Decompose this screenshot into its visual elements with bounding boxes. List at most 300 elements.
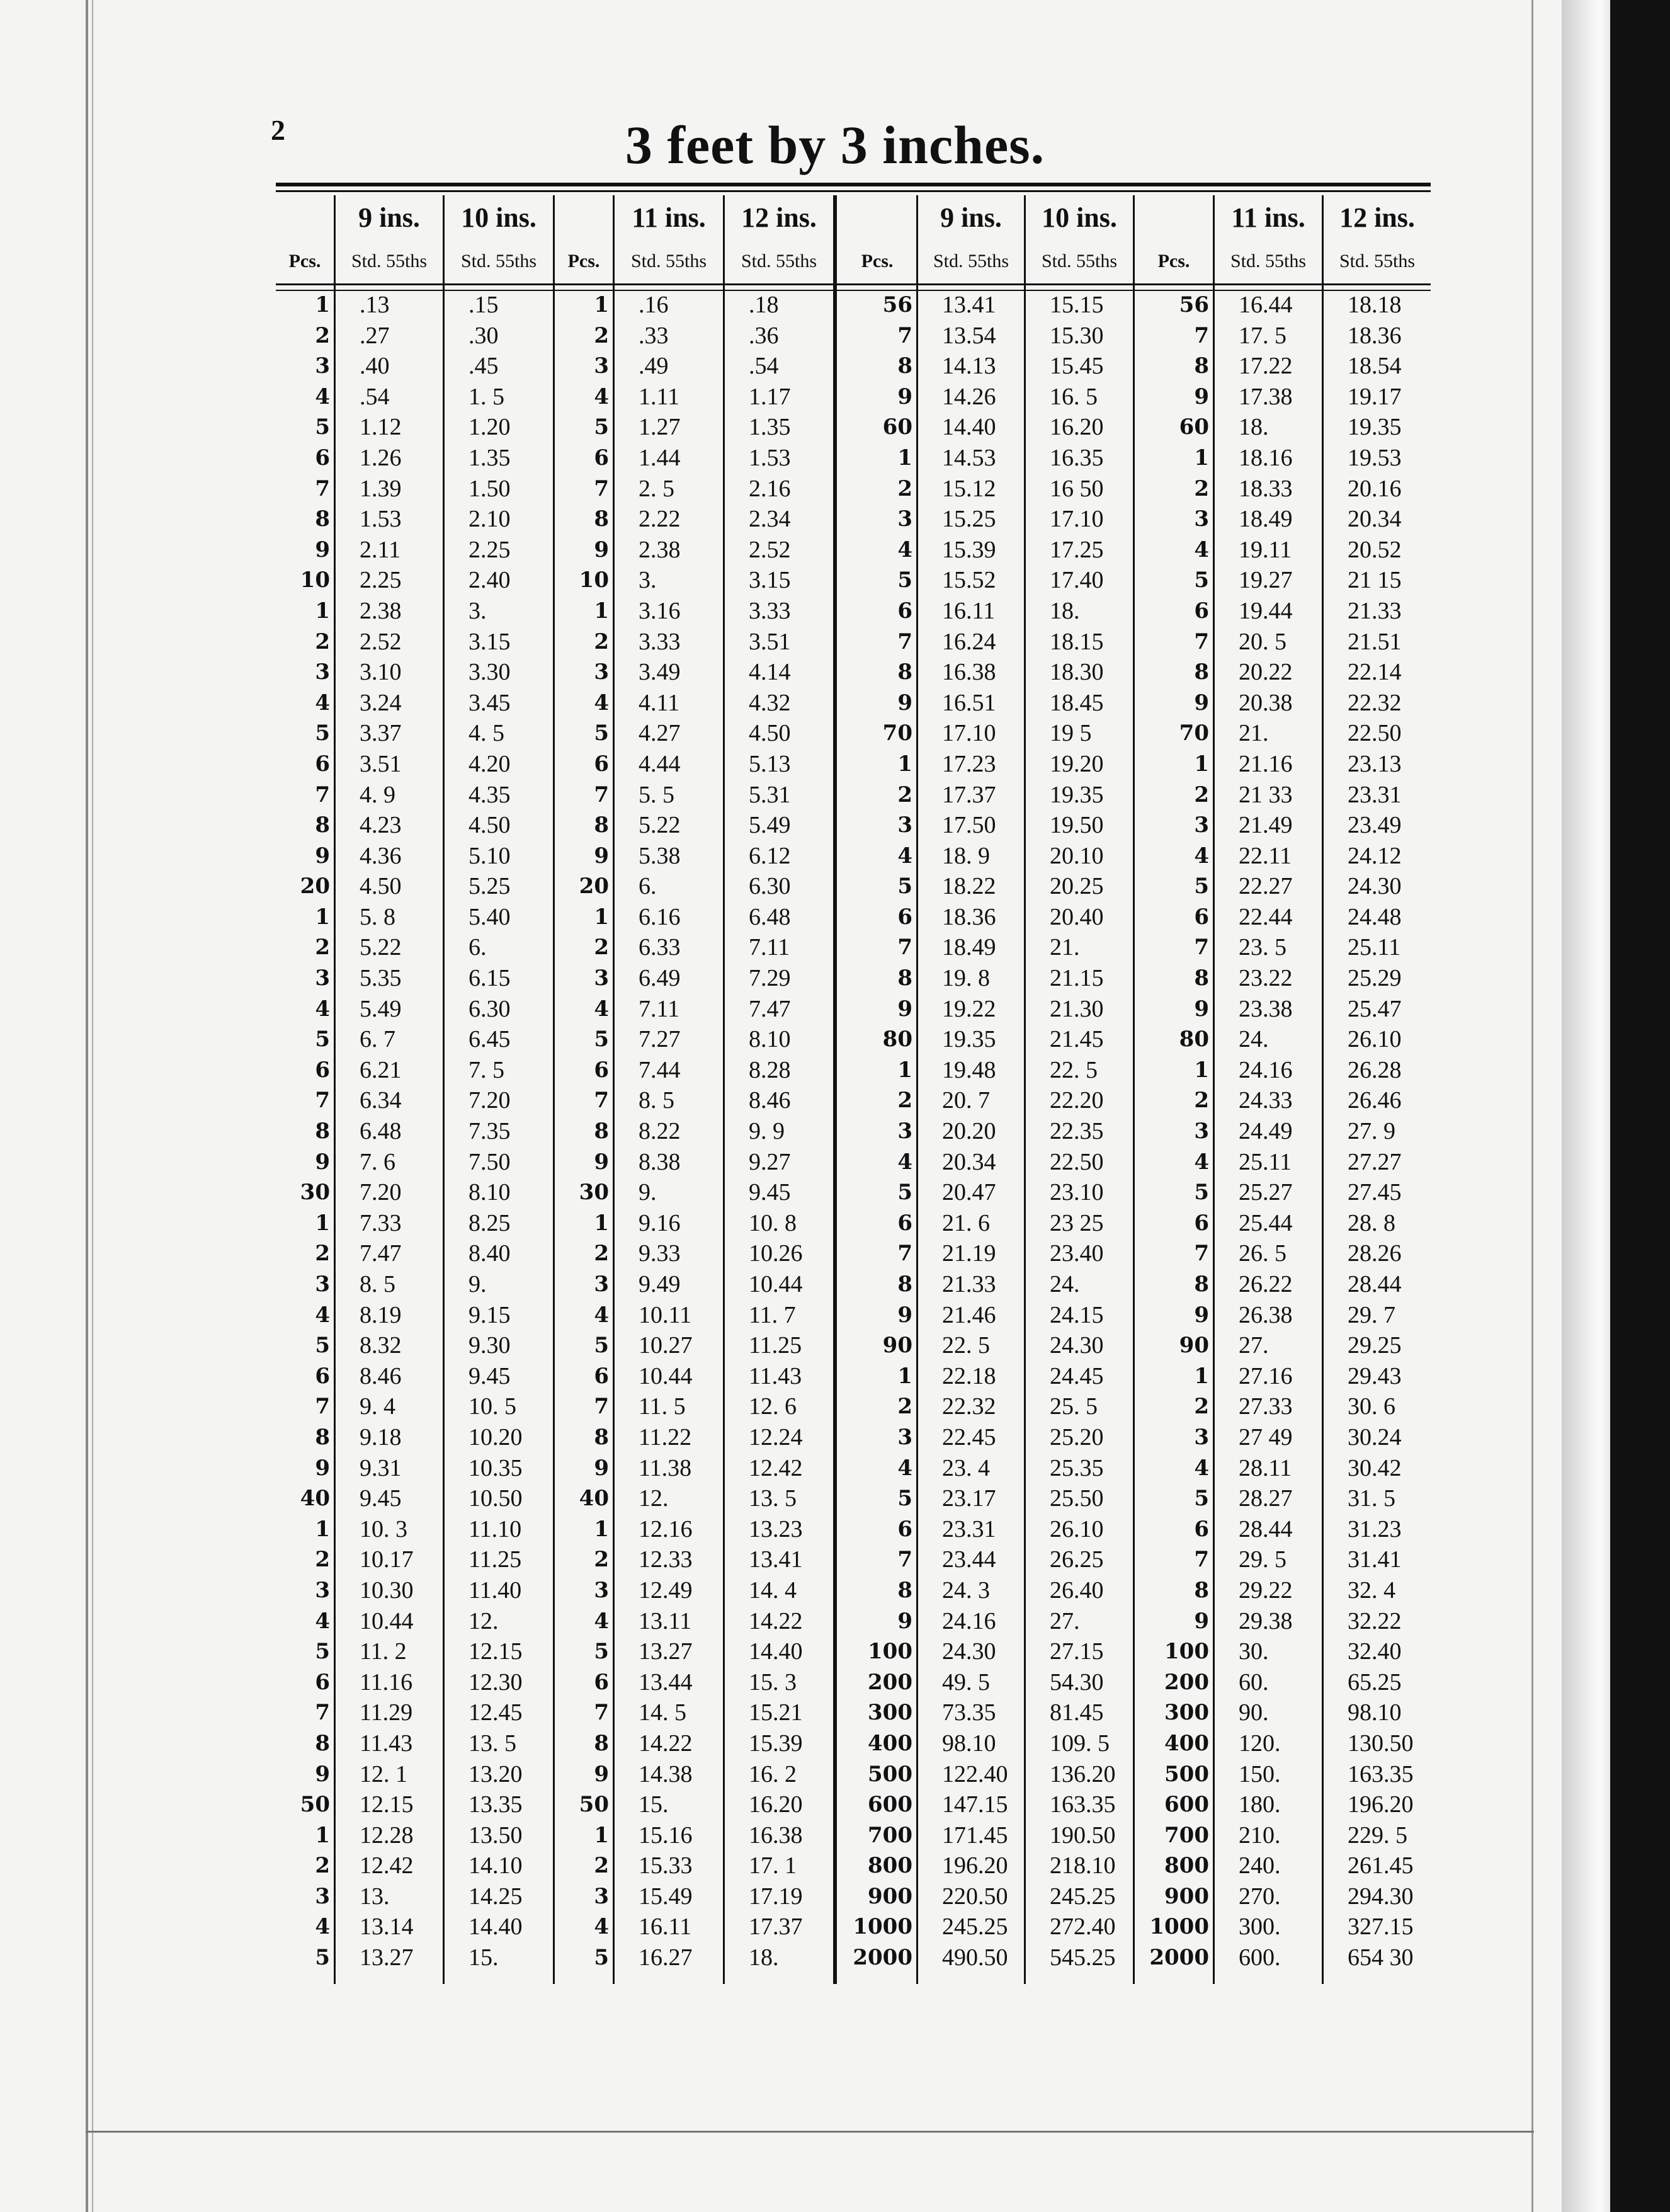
- value-cell: 19.35: [1050, 781, 1104, 808]
- value-cell: 8.32: [360, 1332, 402, 1359]
- pcs-cell: 4: [1194, 843, 1209, 869]
- pcs-cell: 90: [882, 1333, 912, 1359]
- pcs-cell: 8: [315, 1119, 330, 1144]
- value-cell: 27. 9: [1348, 1118, 1395, 1145]
- value-cell: 28.11: [1239, 1454, 1292, 1481]
- value-cell: 18.: [1239, 414, 1269, 441]
- value-cell: .36: [749, 322, 779, 349]
- value-cell: 21.: [1050, 934, 1080, 961]
- value-cell: 6.: [639, 873, 657, 900]
- value-cell: 9.33: [639, 1240, 681, 1267]
- pcs-cell: 1: [897, 751, 912, 777]
- pcs-column-3: [838, 195, 916, 1984]
- pcs-header: Pcs.: [861, 251, 894, 271]
- value-cell: 8.22: [639, 1118, 681, 1145]
- page-title: 3 feet by 3 inches.: [625, 115, 1045, 175]
- value-cell: 27.27: [1348, 1148, 1402, 1175]
- column-10-ins-2: [1026, 195, 1133, 1984]
- value-cell: 31.41: [1348, 1546, 1402, 1573]
- value-cell: 16. 2: [749, 1760, 797, 1787]
- pcs-cell: 9: [897, 690, 912, 715]
- value-cell: 1.44: [639, 444, 681, 471]
- value-cell: 3.30: [469, 659, 511, 686]
- size-header-11: 11 ins.: [1231, 202, 1305, 233]
- pcs-cell: 6: [897, 904, 912, 930]
- value-cell: 54.30: [1050, 1668, 1104, 1696]
- value-cell: 23.22: [1239, 965, 1293, 992]
- pcs-cell: 5: [594, 1945, 609, 1971]
- value-cell: 21.19: [942, 1240, 996, 1267]
- value-cell: 654 30: [1348, 1944, 1414, 1971]
- pcs-cell: 7: [315, 1088, 330, 1114]
- pcs-cell: 80: [1179, 1027, 1209, 1052]
- pcs-cell: 2: [1194, 1088, 1209, 1114]
- value-cell: 11.43: [749, 1362, 802, 1389]
- value-cell: 24.16: [1239, 1056, 1293, 1083]
- value-cell: 22.18: [942, 1362, 996, 1389]
- value-cell: 18.49: [942, 934, 996, 961]
- value-cell: 9.16: [639, 1209, 681, 1236]
- value-cell: 25.47: [1348, 995, 1402, 1022]
- pcs-cell: 7: [1194, 1547, 1209, 1573]
- value-cell: 545.25: [1050, 1944, 1116, 1971]
- value-cell: 11.40: [469, 1576, 522, 1604]
- pcs-cell: 9: [1194, 1302, 1209, 1328]
- value-cell: 3.15: [749, 567, 791, 594]
- value-cell: 5.35: [360, 965, 402, 992]
- pcs-cell: 8: [897, 1577, 912, 1603]
- pcs-cell: 9: [1194, 996, 1209, 1022]
- size-header-12: 12 ins.: [1339, 202, 1415, 233]
- value-cell: 22. 5: [1050, 1056, 1098, 1083]
- size-header-10: 10 ins.: [1042, 202, 1117, 233]
- value-cell: 15.12: [942, 475, 996, 502]
- value-cell: 23.40: [1050, 1240, 1104, 1267]
- value-cell: 19.44: [1239, 597, 1293, 624]
- value-cell: 122.40: [942, 1760, 1008, 1787]
- value-cell: 16.27: [639, 1944, 693, 1971]
- pcs-header: Pcs.: [288, 251, 321, 271]
- pcs-cell: 4: [315, 1302, 330, 1328]
- value-cell: 22.32: [942, 1393, 996, 1420]
- value-cell: 2.38: [639, 536, 681, 563]
- pcs-cell: 5: [897, 874, 912, 899]
- pcs-cell: 5: [1194, 874, 1209, 899]
- pcs-cell: 6: [594, 751, 609, 777]
- value-cell: 13.50: [469, 1821, 523, 1849]
- value-cell: 9.: [639, 1179, 657, 1206]
- value-cell: 9.27: [749, 1148, 791, 1175]
- pcs-cell: 60: [882, 414, 912, 440]
- pcs-cell: 5: [315, 1333, 330, 1359]
- right-margin-rule: [1531, 0, 1533, 2212]
- value-cell: 26.38: [1239, 1301, 1293, 1328]
- value-cell: .18: [749, 292, 779, 318]
- column-rule: [1024, 195, 1026, 1984]
- value-cell: 22.32: [1348, 689, 1402, 716]
- value-cell: 13. 5: [749, 1485, 797, 1512]
- value-cell: 10.44: [360, 1607, 414, 1634]
- value-cell: 24.30: [1348, 873, 1402, 900]
- pcs-cell: 6: [1194, 598, 1209, 624]
- value-cell: 20.20: [942, 1118, 996, 1145]
- value-cell: 7.47: [360, 1240, 402, 1267]
- value-cell: 6.48: [749, 903, 791, 930]
- value-cell: 30. 6: [1348, 1393, 1395, 1420]
- value-cell: 7.29: [749, 965, 791, 992]
- value-cell: .16: [639, 292, 669, 318]
- pcs-cell: 2: [594, 1547, 609, 1573]
- value-cell: 18.15: [1050, 628, 1104, 655]
- pcs-header: Pcs.: [567, 251, 600, 271]
- value-cell: 6. 7: [360, 1026, 395, 1053]
- value-cell: 17.22: [1239, 353, 1293, 380]
- pcs-cell: 5: [897, 567, 912, 593]
- pcs-cell: 1: [315, 292, 330, 317]
- pcs-cell: 3: [594, 659, 609, 685]
- value-cell: 24.33: [1239, 1087, 1293, 1114]
- value-cell: 6.34: [360, 1087, 402, 1114]
- value-cell: 4.50: [360, 873, 402, 900]
- value-cell: 21 15: [1348, 567, 1402, 594]
- value-cell: 16.35: [1050, 444, 1104, 471]
- value-cell: 22.14: [1348, 659, 1402, 686]
- pcs-cell: 7: [897, 1547, 912, 1573]
- value-cell: 11.25: [469, 1546, 522, 1573]
- pcs-cell: 56: [882, 292, 912, 317]
- pcs-cell: 3: [594, 353, 609, 379]
- value-cell: 120.: [1239, 1730, 1281, 1757]
- pcs-cell: 4: [315, 1914, 330, 1940]
- pcs-cell: 3: [1194, 1119, 1209, 1144]
- value-cell: 29. 5: [1239, 1546, 1287, 1573]
- pcs-cell: 6: [594, 1057, 609, 1083]
- value-cell: 8.10: [469, 1179, 511, 1206]
- pcs-cell: 5: [594, 1333, 609, 1359]
- pcs-cell: 7: [897, 629, 912, 654]
- value-cell: 18.49: [1239, 506, 1293, 533]
- value-cell: 9.45: [749, 1179, 791, 1206]
- column-rule-heavy: [833, 195, 837, 1984]
- pcs-cell: 200: [868, 1669, 912, 1695]
- pcs-cell: 8: [1194, 966, 1209, 991]
- value-cell: 5.13: [749, 750, 791, 777]
- value-cell: 13.: [360, 1883, 390, 1910]
- value-cell: 10. 5: [469, 1393, 516, 1420]
- value-cell: 4. 9: [360, 781, 395, 808]
- pcs-cell: 9: [1194, 690, 1209, 715]
- value-cell: 15. 3: [749, 1668, 797, 1696]
- value-cell: 3.51: [749, 628, 791, 655]
- value-cell: 9.45: [360, 1485, 402, 1512]
- value-cell: 22.45: [942, 1423, 996, 1451]
- column-rule: [1213, 195, 1215, 1984]
- value-cell: 12.30: [469, 1668, 523, 1696]
- value-cell: 6.: [469, 934, 487, 961]
- value-cell: 13.20: [469, 1760, 523, 1787]
- value-cell: 17.10: [1050, 506, 1104, 533]
- unit-header: Std. 55ths: [741, 251, 817, 271]
- value-cell: 4.23: [360, 812, 402, 839]
- value-cell: 1.53: [360, 506, 402, 533]
- pcs-cell: 7: [594, 1700, 609, 1726]
- value-cell: 196.20: [942, 1852, 1008, 1879]
- value-cell: 11.38: [639, 1454, 692, 1481]
- pcs-cell: 9: [315, 843, 330, 869]
- pcs-cell: 2: [1194, 1394, 1209, 1420]
- value-cell: 29.38: [1239, 1607, 1293, 1634]
- value-cell: 98.10: [942, 1730, 996, 1757]
- value-cell: 4.20: [469, 750, 511, 777]
- pcs-cell: 7: [1194, 1241, 1209, 1267]
- pcs-cell: 3: [594, 966, 609, 991]
- pcs-cell: 7: [315, 1394, 330, 1420]
- value-cell: 27.45: [1348, 1179, 1402, 1206]
- value-cell: 29.25: [1348, 1332, 1402, 1359]
- pcs-cell: 3: [897, 506, 912, 532]
- value-cell: 20.52: [1348, 536, 1402, 563]
- pcs-cell: 1: [594, 1516, 609, 1542]
- pcs-cell: 8: [1194, 1272, 1209, 1297]
- value-cell: 16.44: [1239, 292, 1293, 318]
- value-cell: 17. 5: [1239, 322, 1287, 349]
- pcs-cell: 1: [594, 598, 609, 624]
- pcs-cell: 4: [315, 996, 330, 1022]
- value-cell: 10.17: [360, 1546, 414, 1573]
- value-cell: 12.15: [360, 1791, 414, 1818]
- pcs-cell: 3: [897, 812, 912, 838]
- value-cell: 14.25: [469, 1883, 523, 1910]
- value-cell: 19.53: [1348, 444, 1402, 471]
- value-cell: 21.16: [1239, 750, 1293, 777]
- value-cell: 1.27: [639, 414, 681, 441]
- value-cell: 3.: [469, 597, 487, 624]
- pcs-cell: 100: [868, 1639, 912, 1665]
- value-cell: 21.30: [1050, 995, 1104, 1022]
- pcs-cell: 2: [897, 1394, 912, 1420]
- value-cell: 7. 6: [360, 1148, 395, 1175]
- value-cell: 21.33: [1348, 597, 1402, 624]
- pcs-cell: 6: [1194, 1210, 1209, 1236]
- value-cell: .15: [469, 292, 499, 318]
- value-cell: 81.45: [1050, 1699, 1104, 1726]
- value-cell: 8.10: [749, 1026, 791, 1053]
- value-cell: 21.15: [1050, 965, 1104, 992]
- pcs-cell: 6: [315, 1363, 330, 1389]
- value-cell: 10.35: [469, 1454, 523, 1481]
- value-cell: .54: [360, 383, 390, 410]
- title-rule-thin: [276, 190, 1431, 192]
- value-cell: 25.35: [1050, 1454, 1104, 1481]
- pcs-cell: 3: [897, 1424, 912, 1450]
- pcs-cell: 3: [315, 1272, 330, 1297]
- pcs-cell: 5: [594, 414, 609, 440]
- value-cell: 27.16: [1239, 1362, 1293, 1389]
- value-cell: 6.45: [469, 1026, 511, 1053]
- value-cell: 14. 4: [749, 1576, 797, 1604]
- value-cell: 15.: [469, 1944, 499, 1971]
- value-cell: 65.25: [1348, 1668, 1402, 1696]
- value-cell: 3.49: [639, 659, 681, 686]
- pcs-cell: 2: [594, 629, 609, 654]
- pcs-cell: 2: [594, 1241, 609, 1267]
- value-cell: 19 5: [1050, 720, 1092, 747]
- column-rule: [723, 195, 725, 1984]
- value-cell: 3.15: [469, 628, 511, 655]
- unit-header: Std. 55ths: [351, 251, 428, 271]
- value-cell: 20. 5: [1239, 628, 1287, 655]
- value-cell: 23.38: [1239, 995, 1293, 1022]
- value-cell: 27 49: [1239, 1423, 1293, 1451]
- pcs-cell: 4: [315, 1608, 330, 1634]
- value-cell: 4.50: [469, 812, 511, 839]
- pcs-cell: 9: [594, 1455, 609, 1481]
- value-cell: 4.50: [749, 720, 791, 747]
- value-cell: 4.11: [639, 689, 680, 716]
- value-cell: 22.27: [1239, 873, 1293, 900]
- value-cell: 6.30: [469, 995, 511, 1022]
- pcs-cell: 8: [594, 1424, 609, 1450]
- pcs-cell: 1: [1194, 1057, 1209, 1083]
- pcs-header: Pcs.: [1157, 251, 1190, 271]
- pcs-cell: 10: [300, 567, 330, 593]
- pcs-cell: 900: [868, 1883, 912, 1909]
- value-cell: 17.37: [749, 1913, 803, 1941]
- pcs-cell: 6: [1194, 1516, 1209, 1542]
- pcs-cell: 2: [315, 1241, 330, 1267]
- value-cell: 30.42: [1348, 1454, 1402, 1481]
- pcs-cell: 7: [1194, 935, 1209, 961]
- value-cell: 32. 4: [1348, 1576, 1395, 1604]
- value-cell: 2.40: [469, 567, 511, 594]
- value-cell: 10.44: [639, 1362, 693, 1389]
- value-cell: 22.50: [1348, 720, 1402, 747]
- pcs-cell: 8: [315, 1730, 330, 1756]
- pcs-cell: 3: [594, 1577, 609, 1603]
- value-cell: 27.15: [1050, 1638, 1104, 1665]
- pcs-cell: 5: [315, 1027, 330, 1052]
- pcs-cell: 4: [897, 1149, 912, 1175]
- left-margin-rule-inner: [92, 0, 93, 2212]
- value-cell: 218.10: [1050, 1852, 1116, 1879]
- value-cell: 5.38: [639, 842, 681, 869]
- pcs-cell: 20: [579, 874, 609, 899]
- value-cell: 11. 7: [749, 1301, 796, 1328]
- pcs-cell: 8: [315, 812, 330, 838]
- value-cell: 11.25: [749, 1332, 802, 1359]
- value-cell: 20.34: [1348, 506, 1402, 533]
- value-cell: 3.37: [360, 720, 402, 747]
- value-cell: 18.30: [1050, 659, 1104, 686]
- unit-header: Std. 55ths: [1339, 251, 1416, 271]
- pcs-cell: 400: [1164, 1730, 1209, 1756]
- value-cell: .49: [639, 353, 669, 380]
- pcs-cell: 3: [1194, 1424, 1209, 1450]
- pcs-cell: 4: [1194, 1149, 1209, 1175]
- value-cell: .33: [639, 322, 669, 349]
- value-cell: 24.48: [1348, 903, 1402, 930]
- value-cell: 29.43: [1348, 1362, 1402, 1389]
- pcs-cell: 8: [594, 812, 609, 838]
- value-cell: 21 33: [1239, 781, 1293, 808]
- value-cell: 14.40: [749, 1638, 803, 1665]
- column-rule: [553, 195, 555, 1984]
- value-cell: 6.49: [639, 965, 681, 992]
- pcs-cell: 4: [1194, 1455, 1209, 1481]
- value-cell: 14.38: [639, 1760, 693, 1787]
- pcs-cell: 8: [897, 966, 912, 991]
- pcs-cell: 1000: [853, 1914, 912, 1940]
- value-cell: .27: [360, 322, 390, 349]
- pcs-cell: 6: [1194, 904, 1209, 930]
- value-cell: 8.40: [469, 1240, 511, 1267]
- pcs-cell: 40: [300, 1486, 330, 1512]
- pcs-cell: 7: [594, 476, 609, 501]
- value-cell: 24.: [1239, 1026, 1269, 1053]
- value-cell: 32.40: [1348, 1638, 1402, 1665]
- value-cell: 19.11: [1239, 536, 1292, 563]
- value-cell: 109. 5: [1050, 1730, 1110, 1757]
- pcs-cell: 4: [594, 1914, 609, 1940]
- size-header-12: 12 ins.: [741, 202, 817, 233]
- value-cell: 17.23: [942, 750, 996, 777]
- pcs-cell: 6: [315, 1669, 330, 1695]
- pcs-cell: 6: [315, 1057, 330, 1083]
- value-cell: 15.21: [749, 1699, 803, 1726]
- value-cell: 2.38: [360, 597, 402, 624]
- pcs-cell: 50: [300, 1792, 330, 1818]
- value-cell: 21.45: [1050, 1026, 1104, 1053]
- value-cell: 13.35: [469, 1791, 523, 1818]
- pcs-cell: 4: [315, 690, 330, 715]
- pcs-cell: 9: [315, 1455, 330, 1481]
- value-cell: 3.16: [639, 597, 681, 624]
- value-cell: 11.43: [360, 1730, 413, 1757]
- value-cell: 16.20: [749, 1791, 803, 1818]
- pcs-cell: 2: [315, 935, 330, 961]
- pcs-cell: 8: [897, 353, 912, 379]
- pcs-cell: 9: [315, 1149, 330, 1175]
- value-cell: 27.: [1050, 1607, 1080, 1634]
- value-cell: 21.46: [942, 1301, 996, 1328]
- value-cell: 12.15: [469, 1638, 523, 1665]
- value-cell: 20.25: [1050, 873, 1104, 900]
- value-cell: 163.35: [1348, 1760, 1414, 1787]
- value-cell: 15.16: [639, 1821, 693, 1849]
- value-cell: 5. 5: [639, 781, 674, 808]
- value-cell: 60.: [1239, 1668, 1269, 1696]
- value-cell: 16.11: [942, 597, 996, 624]
- value-cell: 6.16: [639, 903, 681, 930]
- value-cell: 5.49: [749, 812, 791, 839]
- pcs-cell: 9: [1194, 384, 1209, 409]
- pcs-cell: 9: [315, 537, 330, 562]
- value-cell: 7.33: [360, 1209, 402, 1236]
- value-cell: 150.: [1239, 1760, 1281, 1787]
- value-cell: 3.33: [639, 628, 681, 655]
- value-cell: 18.33: [1239, 475, 1293, 502]
- value-cell: 23. 4: [942, 1454, 990, 1481]
- value-cell: 190.50: [1050, 1821, 1116, 1849]
- value-cell: 31.23: [1348, 1515, 1402, 1542]
- pcs-cell: 7: [594, 782, 609, 807]
- pcs-cell: 6: [897, 1210, 912, 1236]
- pcs-cell: 1: [315, 1210, 330, 1236]
- value-cell: 20.10: [1050, 842, 1104, 869]
- value-cell: 18. 9: [942, 842, 990, 869]
- value-cell: 10.27: [639, 1332, 693, 1359]
- pcs-cell: 8: [315, 1424, 330, 1450]
